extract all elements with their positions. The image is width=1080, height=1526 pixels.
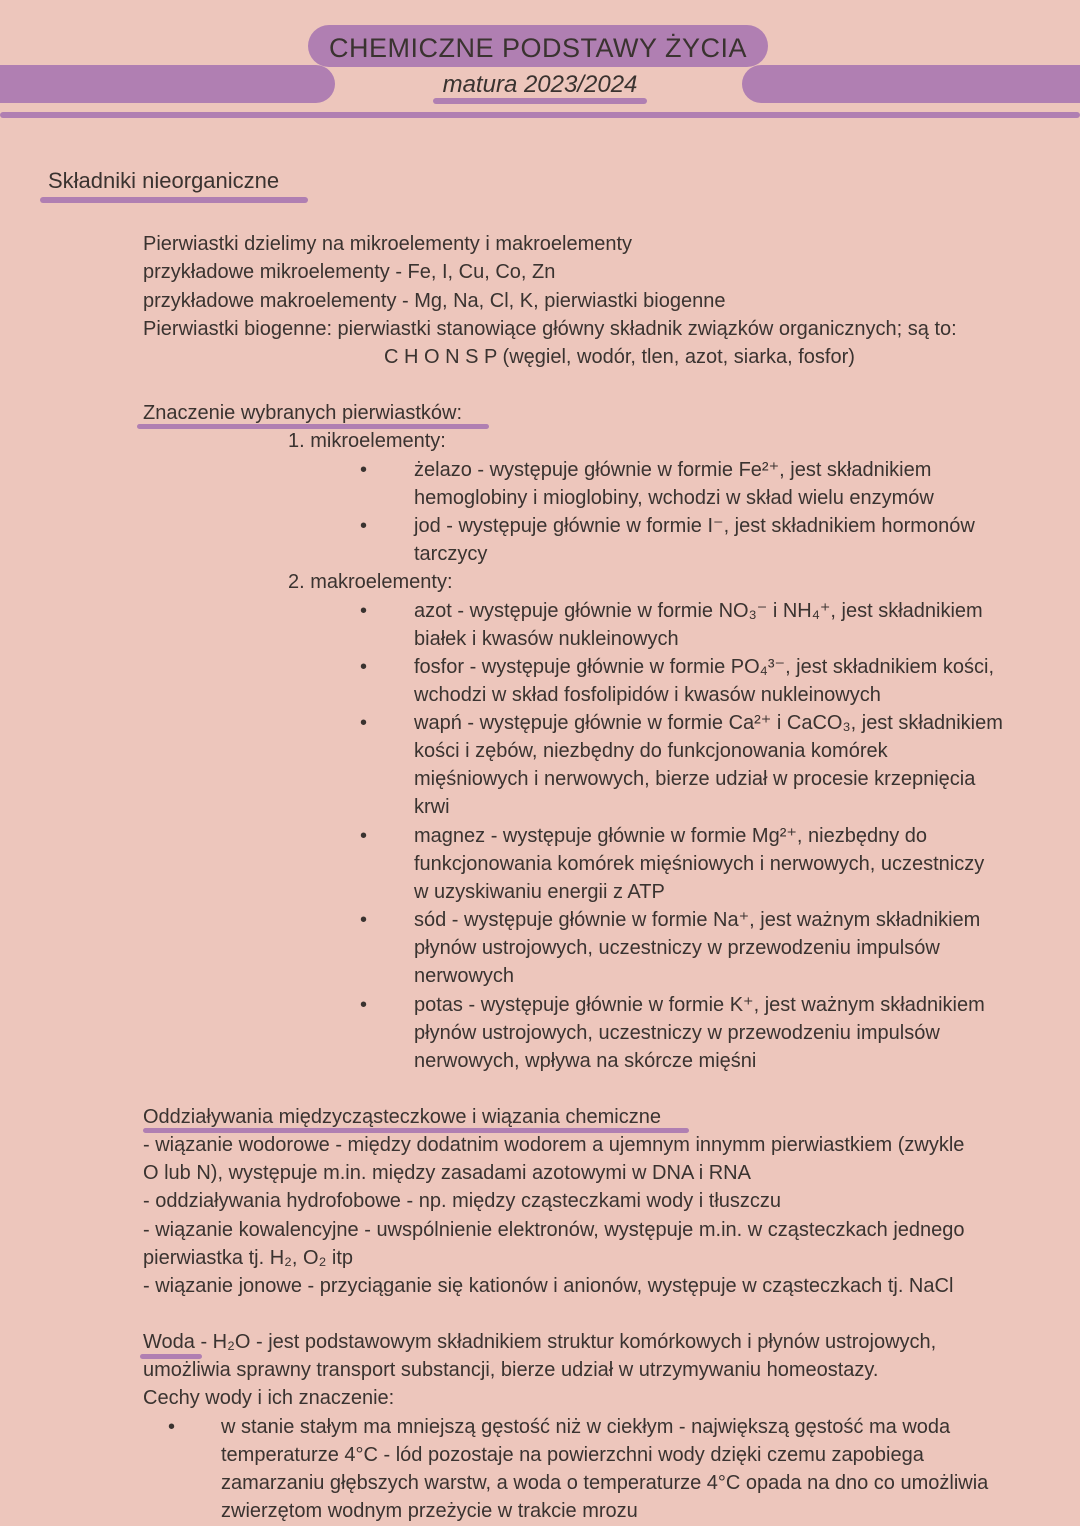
text-line: pierwiastka tj. H₂, O₂ itp xyxy=(143,1247,354,1269)
section-heading-elements: Znaczenie wybranych pierwiastków: xyxy=(143,402,463,424)
list-item: płynów ustrojowych, uczestniczy w przewodzeniu impulsów xyxy=(414,1022,940,1044)
list-item: białek i kwasów nukleinowych xyxy=(414,628,679,650)
list-item: tarczycy xyxy=(414,543,488,565)
list-item: temperaturze 4°C - lód pozostaje na powierzchni wody dzięki czemu zapobiega xyxy=(221,1444,924,1466)
text-line: - wiązanie jonowe - przyciąganie się kationów i anionów, występuje w cząsteczkach tj. NaCl xyxy=(143,1275,954,1297)
list-item: nerwowych xyxy=(414,965,515,987)
text-line: O lub N), występuje m.in. między zasadami azotowymi w DNA i RNA xyxy=(143,1162,751,1184)
list-item: fosfor - występuje głównie w formie PO₄³⁻, jest składnikiem kości, xyxy=(414,656,995,678)
list-item: potas - występuje głównie w formie K⁺, jest ważnym składnikiem xyxy=(414,994,985,1016)
page-title: CHEMICZNE PODSTAWY ŻYCIA xyxy=(308,25,768,67)
bullet-icon: • xyxy=(360,994,368,1016)
bullet-icon: • xyxy=(360,712,368,734)
bullet-icon: • xyxy=(360,515,368,537)
text-line: umożliwia sprawny transport substancji, bierze udział w utrzymywaniu homeostazy. xyxy=(143,1359,879,1381)
list-item: jod - występuje głównie w formie I⁻, jest składnikiem hormonów xyxy=(414,515,975,537)
header-divider xyxy=(0,112,1080,118)
list-item: hemoglobiny i mioglobiny, wchodzi w skład wielu enzymów xyxy=(414,487,934,509)
bullet-icon: • xyxy=(360,825,368,847)
text-line: - oddziaływania hydrofobowe - np. między cząsteczkami wody i tłuszczu xyxy=(143,1190,782,1212)
list-item: w stanie stałym ma mniejszą gęstość niż w ciekłym - największą gęstość ma woda xyxy=(221,1416,951,1438)
text-line: Pierwiastki biogenne: pierwiastki stanowiące główny składnik związków organicznych; są to: xyxy=(143,318,957,340)
text-line: - wiązanie kowalencyjne - uwspólnienie elektronów, występuje m.in. w cząsteczkach jednego xyxy=(143,1219,965,1241)
bullet-icon: • xyxy=(360,656,368,678)
macro-label: 2. makroelementy: xyxy=(288,571,453,593)
section-line-water xyxy=(143,1328,936,1356)
page-subtitle: matura 2023/2024 xyxy=(442,71,638,98)
text-line: przykładowe makroelementy - Mg, Na, Cl, K, pierwiastki biogenne xyxy=(143,290,726,312)
list-item: zwierzętom wodnym przeżycie w trakcie mrozu xyxy=(221,1500,638,1522)
list-item: azot - występuje głównie w formie NO₃⁻ i NH₄⁺, jest składnikiem xyxy=(414,600,983,622)
section-heading-water: Woda xyxy=(143,1331,195,1353)
text-line: - H₂O - jest podstawowym składnikiem struktur komórkowych i płynów ustrojowych, xyxy=(194,1331,937,1353)
list-item: mięśniowych i nerwowych, bierze udział w procesie krzepnięcia xyxy=(414,768,976,790)
list-item: żelazo - występuje głównie w formie Fe²⁺, jest składnikiem xyxy=(414,459,932,481)
list-item: kości i zębów, niezbędny do funkcjonowania komórek xyxy=(414,740,888,762)
bullet-icon: • xyxy=(360,909,368,931)
text-line: - wiązanie wodorowe - między dodatnim wodorem a ujemnym innymm pierwiastkiem (zwykle xyxy=(143,1134,965,1156)
list-item: sód - występuje głównie w formie Na⁺, jest ważnym składnikiem xyxy=(414,909,981,931)
micro-label: 1. mikroelementy: xyxy=(288,430,446,452)
list-item: funkcjonowania komórek mięśniowych i nerwowych, uczestniczy xyxy=(414,853,985,875)
bullet-icon: • xyxy=(168,1416,176,1438)
list-item: nerwowych, wpływa na skórcze mięśni xyxy=(414,1050,757,1072)
list-item: w uzyskiwaniu energii z ATP xyxy=(414,881,665,903)
list-item: krwi xyxy=(414,796,450,818)
header-bar-right xyxy=(742,65,1080,103)
list-item: płynów ustrojowych, uczestniczy w przewodzeniu impulsów xyxy=(414,937,940,959)
text-line: przykładowe mikroelementy - Fe, I, Cu, Co, Zn xyxy=(143,261,556,283)
list-item: magnez - występuje głównie w formie Mg²⁺, niezbędny do xyxy=(414,825,928,847)
text-line-biogenic: C H O N S P (węgiel, wodór, tlen, azot, siarka, fosfor) xyxy=(384,346,855,368)
text-line: Pierwiastki dzielimy na mikroelementy i makroelementy xyxy=(143,233,633,255)
list-item: wapń - występuje głównie w formie Ca²⁺ i CaCO₃, jest składnikiem xyxy=(414,712,1003,734)
list-item: zamarzaniu głębszych warstw, a woda o temperaturze 4°C opada na dno co umożliwia xyxy=(221,1472,989,1494)
bullet-icon: • xyxy=(360,459,368,481)
subtitle-underline xyxy=(433,98,647,104)
header-bar-left xyxy=(0,65,335,103)
bullet-icon: • xyxy=(360,600,368,622)
section-heading-inorganic: Składniki nieorganiczne xyxy=(48,168,280,193)
text-line: Cechy wody i ich znaczenie: xyxy=(143,1387,395,1409)
section-heading-bonds: Oddziaływania międzycząsteczkowe i wiązania chemiczne xyxy=(143,1106,661,1128)
heading-underline xyxy=(40,197,308,203)
list-item: wchodzi w skład fosfolipidów i kwasów nukleinowych xyxy=(414,684,881,706)
